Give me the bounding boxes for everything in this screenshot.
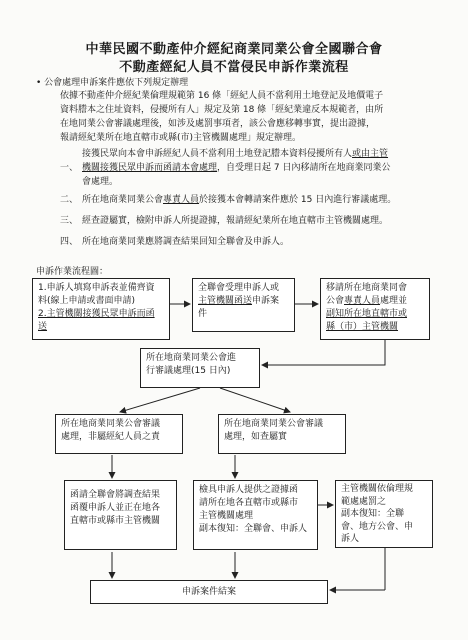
intro-line-2: 資料謄本之住址資料，侵擾所有人」規定及第 18 條「經紀業違反本規範者，由所 xyxy=(60,105,384,115)
arrow-b4-b6 xyxy=(220,388,290,412)
step-3-text: 經查證屬實，檢附申訴人所提證據，報請經紀業所在地直轄市主管機關處理。 xyxy=(82,216,389,226)
step-2-number: 二、 xyxy=(60,195,79,205)
intro-line-1: 依據不動產仲介經紀業倫理規範第 16 條「經紀人員不當利用土地登記及地價電子 xyxy=(60,91,384,101)
intro-line-4: 報請經紀業所在地直轄市或縣(市)主管機關處理」規定辦理。 xyxy=(60,133,302,143)
flow-box-submit-evidence: 檢具申訴人提供之證據函 請所在地各直轄市或縣市 主管機關處理 副本復知：全聯會、申訴人 xyxy=(193,480,318,550)
step-4-text: 所在地商業同業應將調查結果回知全聯會及申訴人。 xyxy=(82,237,290,247)
step-1-number: 一、 xyxy=(60,163,79,173)
step-1-text-end: 會處理。 xyxy=(82,177,119,187)
flowchart-label: 申訴作業流程圖： xyxy=(36,267,109,277)
flow-box-confirmed: 所在地商業同業公會審議 處理，如查屬實 xyxy=(218,414,346,454)
flow-box-federation-receives: 全聯會受理申訴人或 主管機關函送申訴案 件 xyxy=(192,278,295,332)
page-title: 中華民國不動產仲介經紀商業同業公會全國聯合會 xyxy=(85,42,383,57)
step-1-text: 機關接獲民眾申訴而函請本會處理，自受理日起 7 日內移請所在地商業同業公 xyxy=(82,163,391,173)
arrow-b4-b5 xyxy=(120,388,200,412)
step-4-number: 四、 xyxy=(60,237,79,247)
step-1-heading: 接獲民眾向本會申訴經紀人員不當利用土地登記謄本資料侵擾所有人或由主管 xyxy=(82,149,389,159)
flow-box-not-responsible: 所在地商業同業公會審議 處理，非屬經紀人員之責 xyxy=(55,414,183,454)
intro-line-3: 在地同業公會審議處理後，如涉及處罰事項者，該公會應移轉事實，提出證據， xyxy=(60,119,376,129)
flow-box-transfer-local-guild: 移請所在地商業同會 公會專責人員處理並 副知所在地直轄市或 縣（市）主管機關 xyxy=(320,278,430,340)
flow-box-review-15-days: 所在地商業同業公會進 行審議處理(15 日內) xyxy=(140,348,260,388)
arrow-b3-b4 xyxy=(262,340,385,365)
flow-box-application: 1.申訴人填寫申訴表並備齊資 料(線上申請或書面申請) 2.主管機關接獲民眾申訴而函 送 xyxy=(32,278,170,340)
page-subtitle: 不動產經紀人員不當侵民申訴作業流程 xyxy=(119,60,349,75)
step-3-number: 三、 xyxy=(60,216,79,226)
flow-box-penalty: 主管機關依倫理規 範處處罰之 副本復知：全聯 會、地方公會、申 訴人 xyxy=(335,480,433,548)
step-2-text: 所在地商業同業公會專責人員於接獲本會轉請案件應於 15 日內進行審議處理。 xyxy=(82,195,397,205)
flow-box-case-closed: 申訴案件結案 xyxy=(90,580,328,604)
section-heading: • 公會處理申訴案件應依下列規定辦理 xyxy=(36,78,189,88)
flow-box-reply-applicant: 函請全聯會將調查結果 函覆申訴人並正在地各 直轄市或縣市主管機關 xyxy=(64,480,177,550)
